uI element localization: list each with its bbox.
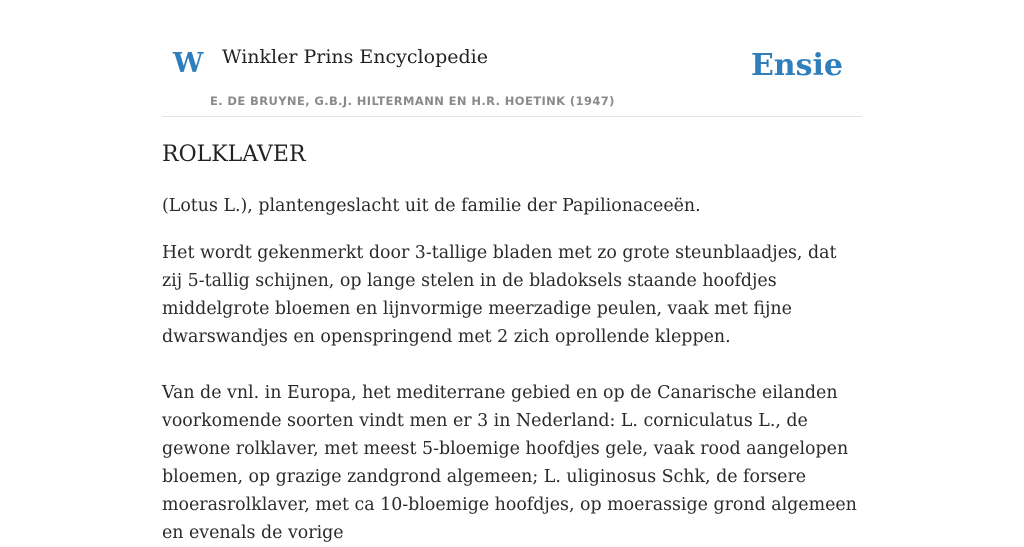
article-paragraph: (Lotus L.), plantengeslacht uit de familie der Papilionaceeën. [162, 196, 701, 216]
article-paragraph: Van de vnl. in Europa, het mediterrane gebied en op de Canarische eilanden voorkomende soorten vindt men er 3 in Nederland: L. corniculatus L., de gewone rolklaver, met meest 5-bloemige hoofdjes gele, vaak rood aangelopen bloemen, op grazige zandgrond algemeen; L. uliginosus Schk, de forsere moerasrolklaver, met ca 10-bloemige hoofdjes, op moerassige grond algemeen en evenals de vorige [162, 383, 857, 543]
article-title: ROLKLAVER [162, 142, 306, 167]
brand-logo[interactable]: Ensie [750, 48, 843, 83]
source-title[interactable]: Winkler Prins Encyclopedie [222, 46, 488, 68]
article-paragraph: Het wordt gekenmerkt door 3-tallige bladen met zo grote steunblaadjes, dat zij 5-tallig schijnen, op lange stelen in de bladoksels staande hoofdjes middelgrote bloemen en lijnvormige meerzadige peulen, vaak met fijne dwarswandjes en openspringend met 2 zich oprollende kleppen. [162, 243, 837, 347]
source-authors: E. DE BRUYNE, G.B.J. HILTERMANN EN H.R. HOETINK (1947) [210, 94, 615, 108]
article [162, 139, 862, 547]
source-logo[interactable]: W [173, 48, 204, 79]
header [162, 0, 862, 117]
